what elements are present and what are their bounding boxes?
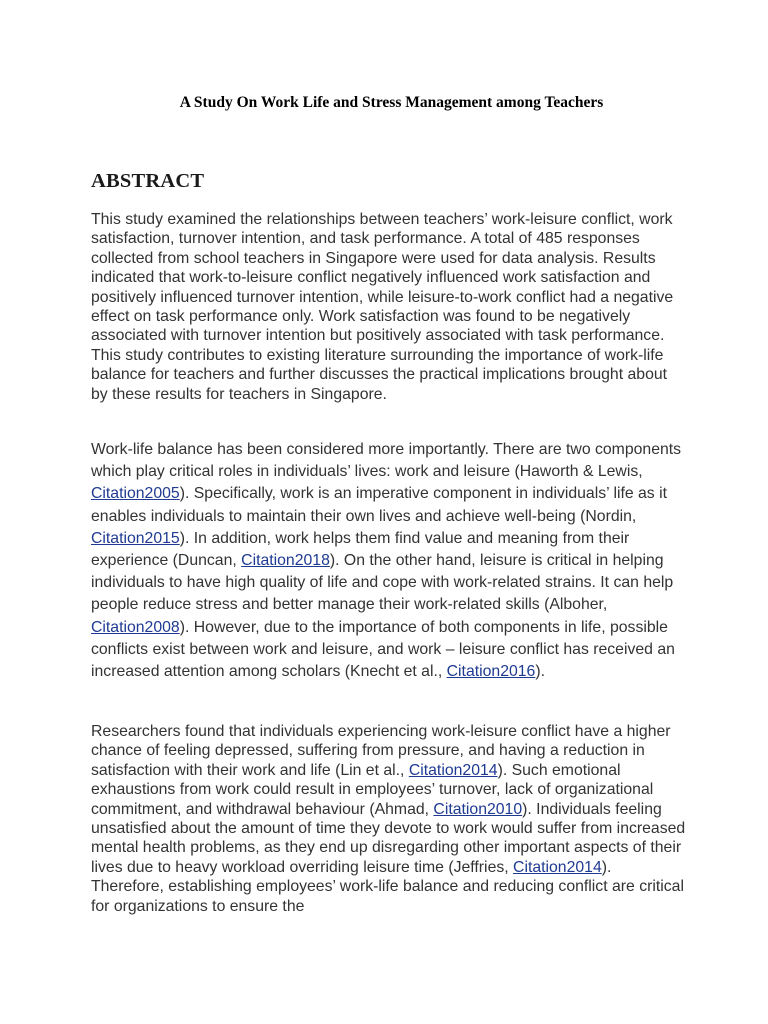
para2-text-2: ). Specifically, work is an imperative component in individuals’ life as it enables individuals to maintain their own lives and achieve well-being (Nordin, <box>91 485 667 525</box>
para3-text-3: ). Individuals feeling unsatisfied about the amount of time they devote to work would suffer from increased mental health problems, as they end up disregarding other important aspects of their lives due to heavy workload overriding leisure time (Jeffries, <box>91 800 686 876</box>
citation-link-2014a[interactable]: Citation2014 <box>408 761 498 779</box>
para2-text-5: ). However, due to the importance of both components in life, possible conflicts exist between work and leisure, and work – leisure conflict has received an increased attention among scholars (Knecht et al., <box>91 618 675 681</box>
body-paragraph-1 <box>91 439 686 683</box>
abstract-heading: ABSTRACT <box>91 170 205 192</box>
citation-link-2014b[interactable]: Citation2014 <box>513 858 602 876</box>
body-paragraph-2 <box>91 722 686 916</box>
citation-link-2016[interactable]: Citation2016 <box>446 663 536 681</box>
citation-link-2010[interactable]: Citation2010 <box>433 800 523 818</box>
document-title: A Study On Work Life and Stress Management among Teachers <box>179 94 604 111</box>
para2-text-6: ). <box>535 663 546 681</box>
para2-text-1: Work-life balance has been considered more importantly. There are two components which play critical roles in individuals’ lives: work and leisure (Haworth & Lewis, <box>91 441 682 481</box>
citation-link-2005[interactable]: Citation2005 <box>91 485 180 503</box>
para2-text-3: ). In addition, work helps them find value and meaning from their experience (Duncan, <box>91 529 630 570</box>
citation-link-2008[interactable]: Citation2008 <box>91 618 180 636</box>
citation-link-2015[interactable]: Citation2015 <box>91 529 180 547</box>
para3-text-2: ). Such emotional exhaustions from work could result in employees’ turnover, lack of organizational commitment, and withdrawal behaviour (Ahmad, <box>91 761 654 818</box>
abstract-paragraph: This study examined the relationships between teachers’ work-leisure conflict, work satisfaction, turnover intention, and task performance. A total of 485 responses collected from school teachers in Singapore were used for data analysis. Results indicated that work-to-leisure conflict negatively influenced work satisfaction and positively influenced turnover intention, while leisure-to-work conflict had a negative effect on task performance only. Work satisfaction was found to be negatively associated with turnover intention but positively associated with task performance. This study contributes to existing literature surrounding the importance of work-life balance for teachers and further discusses the practical implications brought about by these results for teachers in Singapore. <box>91 211 674 403</box>
para3-text-1: Researchers found that individuals experiencing work-leisure conflict have a higher chance of feeling depressed, suffering from pressure, and having a reduction in satisfaction with their work and life (Lin et al., <box>91 723 671 779</box>
para3-text-4: ). Therefore, establishing employees’ work-life balance and reducing conflict are critical for organizations to ensure the <box>91 858 684 915</box>
para2-text-4: ). On the other hand, leisure is critical in helping individuals to have high quality of life and cope with work-related strains. It can help people reduce stress and better manage their work-related skills (Alboher, <box>91 552 674 614</box>
citation-link-2018[interactable]: Citation2018 <box>241 552 330 570</box>
